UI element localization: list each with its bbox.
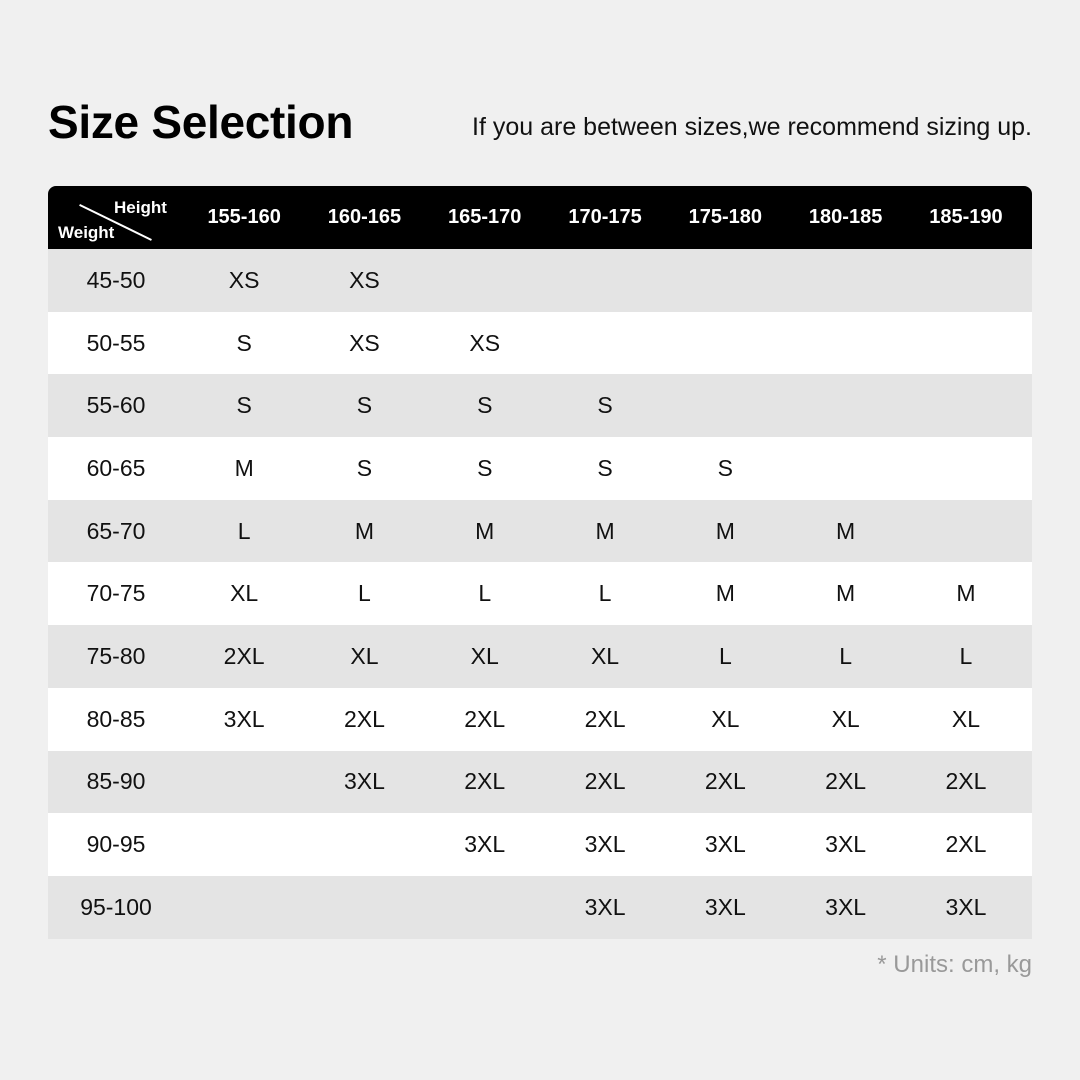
- size-cell: M: [354, 517, 375, 544]
- weight-row-header: 70-75: [86, 580, 146, 607]
- height-column-header: 160-165: [327, 206, 402, 228]
- height-column-header: 175-180: [688, 206, 763, 228]
- size-cell: [785, 249, 905, 312]
- size-cell: 2XL: [584, 768, 626, 795]
- size-cell: 3XL: [584, 893, 626, 920]
- table-row: [48, 312, 1032, 375]
- size-cell: L: [358, 580, 371, 607]
- weight-row-header: 95-100: [80, 893, 152, 920]
- size-cell: M: [715, 580, 735, 607]
- size-cell: M: [836, 517, 856, 544]
- size-cell: S: [717, 454, 733, 481]
- size-cell: M: [956, 580, 976, 607]
- table-row: [48, 500, 1032, 563]
- size-cell: 2XL: [945, 831, 987, 858]
- size-cell: 3XL: [584, 831, 626, 858]
- weight-row-header: 55-60: [86, 392, 146, 419]
- size-cell: [785, 437, 905, 500]
- size-cell: XL: [711, 705, 740, 732]
- size-cell: S: [236, 392, 252, 419]
- size-cell: [425, 249, 545, 312]
- size-cell: [785, 312, 905, 375]
- table-row: [48, 374, 1032, 437]
- size-cell: M: [836, 580, 856, 607]
- size-cell: [184, 876, 304, 939]
- size-cell: 3XL: [945, 893, 987, 920]
- size-cell: 3XL: [825, 831, 867, 858]
- size-cell: [906, 312, 1026, 375]
- size-cell: 3XL: [704, 893, 746, 920]
- size-cell: [906, 374, 1026, 437]
- size-cell: [184, 751, 304, 814]
- table-header-row: [48, 186, 1032, 249]
- size-cell: 2XL: [464, 705, 506, 732]
- size-cell: [906, 437, 1026, 500]
- size-cell: XL: [590, 642, 620, 669]
- size-cell: [906, 500, 1026, 563]
- size-cell: XS: [469, 329, 501, 356]
- size-cell: XS: [228, 266, 260, 293]
- size-cell: 2XL: [825, 768, 867, 795]
- size-cell: 2XL: [343, 705, 385, 732]
- height-column-header: 165-170: [448, 206, 522, 228]
- weight-row-header: 75-80: [86, 642, 146, 669]
- units-note: * Units: cm, kg: [877, 951, 1032, 978]
- size-cell: XL: [350, 642, 379, 669]
- size-cell: [545, 249, 665, 312]
- sizing-advice: If you are between sizes,we recommend sizing up.: [472, 113, 1032, 141]
- size-cell: [665, 374, 785, 437]
- weight-row-header: 65-70: [86, 517, 146, 544]
- size-cell: L: [598, 580, 612, 607]
- corner-header-cell: [48, 186, 184, 249]
- size-cell: 2XL: [945, 768, 987, 795]
- size-cell: S: [597, 392, 613, 419]
- size-cell: 2XL: [223, 642, 265, 669]
- size-cell: L: [839, 642, 853, 669]
- size-cell: XL: [831, 705, 860, 732]
- weight-row-header: 50-55: [86, 329, 146, 356]
- size-cell: [665, 312, 785, 375]
- size-cell: [665, 249, 785, 312]
- size-cell: L: [718, 642, 732, 669]
- size-cell: 3XL: [223, 705, 265, 732]
- table-row: [48, 562, 1032, 625]
- size-cell: 3XL: [704, 831, 746, 858]
- weight-axis-label: Weight: [58, 223, 115, 242]
- size-cell: [906, 249, 1026, 312]
- size-cell: L: [478, 580, 492, 607]
- weight-row-header: 90-95: [86, 831, 146, 858]
- size-cell: L: [959, 642, 973, 669]
- weight-row-header: 80-85: [86, 705, 146, 732]
- page-title: Size Selection: [48, 96, 354, 148]
- size-cell: 3XL: [825, 893, 867, 920]
- size-cell: S: [356, 454, 373, 481]
- size-cell: 3XL: [343, 768, 385, 795]
- size-cell: S: [597, 454, 613, 481]
- height-column-header: 185-190: [929, 206, 1003, 228]
- size-cell: XS: [349, 266, 380, 293]
- size-cell: XL: [470, 642, 499, 669]
- table-row: [48, 437, 1032, 500]
- size-cell: [425, 876, 545, 939]
- size-cell: 3XL: [464, 831, 506, 858]
- size-cell: S: [356, 392, 373, 419]
- table-row: [48, 625, 1032, 688]
- size-cell: XS: [349, 329, 380, 356]
- size-cell: L: [237, 517, 251, 544]
- height-axis-label: Height: [114, 198, 167, 217]
- size-cell: [304, 876, 424, 939]
- weight-row-header: 85-90: [86, 768, 146, 795]
- size-cell: XL: [230, 580, 259, 607]
- size-cell: [785, 374, 905, 437]
- height-column-header: 170-175: [568, 206, 642, 228]
- height-column-header: 180-185: [808, 206, 883, 228]
- size-cell: 2XL: [464, 768, 506, 795]
- height-column-header: 155-160: [207, 206, 281, 228]
- table-row: [48, 813, 1032, 876]
- size-cell: S: [477, 392, 493, 419]
- table-row: [48, 249, 1032, 312]
- size-cell: M: [475, 517, 495, 544]
- table-row: [48, 751, 1032, 814]
- size-cell: M: [234, 454, 254, 481]
- weight-row-header: 45-50: [86, 266, 146, 293]
- size-cell: 2XL: [584, 705, 626, 732]
- size-cell: M: [715, 517, 735, 544]
- size-cell: [545, 312, 665, 375]
- size-cell: S: [477, 454, 493, 481]
- size-cell: [304, 813, 424, 876]
- table-row: [48, 688, 1032, 751]
- table-body: [48, 249, 1032, 939]
- size-cell: [184, 813, 304, 876]
- weight-row-header: 60-65: [86, 454, 146, 481]
- size-cell: S: [236, 329, 252, 356]
- size-cell: XL: [951, 705, 980, 732]
- size-cell: M: [595, 517, 615, 544]
- size-cell: 2XL: [704, 768, 746, 795]
- size-chart-table: [48, 186, 1032, 939]
- table-row: [48, 876, 1032, 939]
